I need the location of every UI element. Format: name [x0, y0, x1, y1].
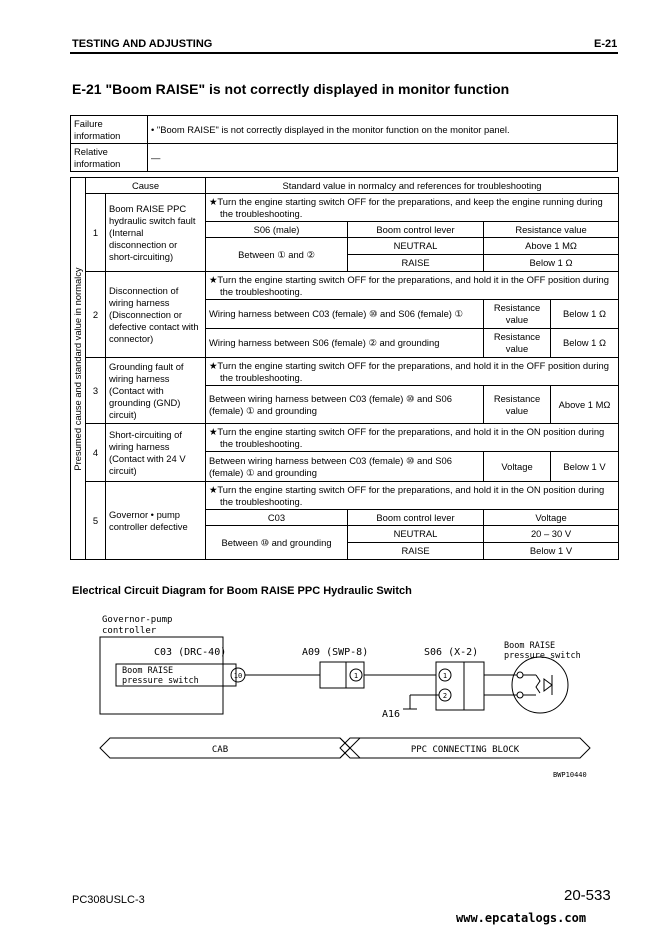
ppc-label: PPC CONNECTING BLOCK: [410, 745, 520, 755]
switch-arrow: [544, 679, 552, 691]
relative-text: —: [148, 144, 618, 172]
col-cause: Cause: [86, 178, 206, 194]
header-rule: [70, 52, 618, 54]
vertical-label: Presumed cause and standard value in normalcy: [72, 266, 83, 471]
diagram-title: Electrical Circuit Diagram for Boom RAISE PPC Hydraulic Switch: [72, 585, 412, 597]
row2-b-label: Resistance value: [484, 329, 551, 358]
row5-l1: NEUTRAL: [348, 526, 484, 543]
controller-label-1: Governor-pump: [102, 615, 173, 625]
info-table: [70, 115, 618, 172]
row1-v2: Below 1 Ω: [484, 255, 619, 272]
row4-num: 4: [86, 424, 106, 482]
row1-note: ★Turn the engine starting switch OFF for the preparations, and keep the engine running during the troubleshooting.: [206, 194, 619, 222]
footer-page: 20-533: [564, 887, 611, 904]
vertical-label-cell: [71, 178, 86, 560]
cab-label: CAB: [211, 745, 229, 755]
switch-spring: [536, 675, 540, 693]
row5-cause: Governor • pump controller defective: [106, 482, 206, 560]
a16-label: A16: [382, 709, 401, 720]
row5-note: ★Turn the engine starting switch OFF for the preparations, and hold it in the ON position during the troubleshooting.: [206, 482, 619, 510]
row1-v1: Above 1 MΩ: [484, 238, 619, 255]
row1-between: Between ① and ②: [206, 238, 348, 272]
row5-h3: Voltage: [484, 510, 619, 526]
row5-l2: RAISE: [348, 543, 484, 560]
row5-num: 5: [86, 482, 106, 560]
a09-pin: 1: [353, 672, 359, 680]
row2-a-label: Resistance value: [484, 300, 551, 329]
row1-cause: Boom RAISE PPC hydraulic switch fault (Internal disconnection or short-circuiting): [106, 194, 206, 272]
row5-v2: Below 1 V: [484, 543, 619, 560]
col-standard: Standard value in normalcy and references for troubleshooting: [206, 178, 619, 194]
page-title: E-21 "Boom RAISE" is not correctly displayed in monitor function: [72, 81, 510, 97]
header-section-title: TESTING AND ADJUSTING: [72, 38, 213, 50]
row2-b-value: Below 1 Ω: [551, 329, 619, 358]
relative-label: Relative information: [71, 144, 148, 172]
row5-h2: Boom control lever: [348, 510, 484, 526]
row5-v1: 20 – 30 V: [484, 526, 619, 543]
header-code: E-21: [594, 38, 618, 50]
row4-label: Voltage: [484, 452, 551, 482]
row3-label: Resistance value: [484, 386, 551, 424]
pressure-switch-circle: [512, 657, 568, 713]
s06-pin1: 1: [442, 672, 448, 680]
row3-note: ★Turn the engine starting switch OFF for the preparations, and hold it in the OFF position during the troubleshooting.: [206, 358, 619, 386]
failure-text: • "Boom RAISE" is not correctly displayed in the monitor function on the monitor panel.: [148, 116, 618, 144]
row3-cause: Grounding fault of wiring harness (Contact with grounding (GND) circuit): [106, 358, 206, 424]
row1-h2: Boom control lever: [348, 222, 484, 238]
s06-label: S06 (X-2): [424, 647, 479, 658]
row2-num: 2: [86, 272, 106, 358]
a09-label: A09 (SWP-8): [302, 647, 369, 658]
row1-h3: Resistance value: [484, 222, 619, 238]
row4-cause: Short-circuiting of wiring harness (Contact with 24 V circuit): [106, 424, 206, 482]
c03-label: C03 (DRC-40): [154, 647, 227, 658]
cause-table: [70, 177, 619, 560]
row1-l2: RAISE: [348, 255, 484, 272]
row2-note: ★Turn the engine starting switch OFF for the preparations, and hold it in the OFF position during the troubleshooting.: [206, 272, 619, 300]
s06-pin2: 2: [442, 692, 448, 700]
row3-value: Above 1 MΩ: [551, 386, 619, 424]
row4-note: ★Turn the engine starting switch OFF for the preparations, and hold it in the ON position during the troubleshooting.: [206, 424, 619, 452]
row3-num: 3: [86, 358, 106, 424]
row2-b-text: Wiring harness between S06 (female) ② and grounding: [206, 329, 484, 358]
failure-label: Failure information: [71, 116, 148, 144]
row5-h1: C03: [206, 510, 348, 526]
controller-label-2: controller: [102, 626, 157, 636]
row5-between: Between ⑩ and grounding: [206, 526, 348, 560]
diagram-code: BWP10440: [553, 771, 587, 779]
row2-a-value: Below 1 Ω: [551, 300, 619, 329]
circuit-diagram: [70, 605, 618, 785]
row1-l1: NEUTRAL: [348, 238, 484, 255]
pin-10: 10: [233, 672, 243, 680]
row2-a-text: Wiring harness between C03 (female) ⑩ and S06 (female) ①: [206, 300, 484, 329]
inner-label-1: Boom RAISE: [122, 666, 174, 676]
row2-cause: Disconnection of wiring harness (Disconnection or defective contact with connector): [106, 272, 206, 358]
switch-terminal-1: [517, 672, 523, 678]
row1-num: 1: [86, 194, 106, 272]
row4-value: Below 1 V: [551, 452, 619, 482]
row3-text: Between wiring harness between C03 (female) ⑩ and S06 (female) ① and grounding: [206, 386, 484, 424]
footer-site: www.epcatalogs.com: [456, 911, 587, 925]
row4-text: Between wiring harness between C03 (female) ⑩ and S06 (female) ① and grounding: [206, 452, 484, 482]
switch-label-1: Boom RAISE: [504, 641, 556, 651]
switch-label-2: pressure switch: [504, 651, 581, 661]
inner-label-2: pressure switch: [122, 676, 199, 686]
switch-terminal-2: [517, 692, 523, 698]
row1-h1: S06 (male): [206, 222, 348, 238]
footer-model: PC308USLC-3: [72, 894, 145, 906]
